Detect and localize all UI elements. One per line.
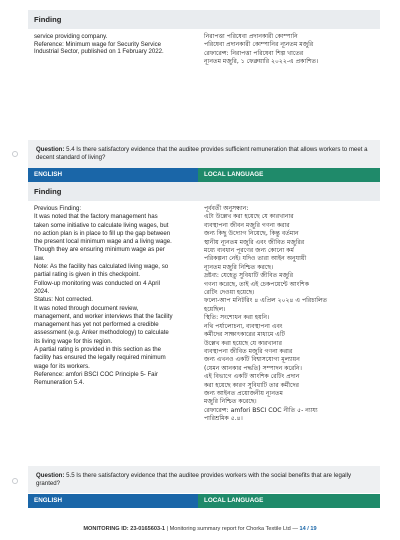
finding-local-text: নিরাপত্তা পরিষেবা প্রদানকারী কোম্পানি পরিষেবা প্রদানকারী কোম্পানির ন্যূনতম মজুরি রেফারেন্স: নিরাপত্তা পরিষেবা শিল্প খাতের ন্যূনতম মজুরি, ১ ফেব্রুয়ারি ২০২২-এ প্রকাশিত।	[204, 33, 319, 65]
question-5-4	[28, 140, 380, 168]
footer-separator: |	[166, 526, 169, 532]
report-title: Monitoring summary report for Chorka Textile Ltd	[169, 526, 291, 532]
question-marker-icon	[12, 151, 18, 157]
local-language-column-header: LOCAL LANGUAGE	[198, 168, 380, 182]
question-5-5	[28, 466, 380, 493]
question-label: Question:	[36, 146, 65, 153]
page-footer	[0, 526, 400, 532]
question-label: Question:	[36, 472, 65, 479]
language-header-row	[28, 494, 380, 508]
finding-english-text: Previous Finding: It was noted that the factory management has taken some initiative to calculate living wages, but no action plan is in place to fill up the gap between the present local minimum wage and a living wage. Though they are ensuring minimum wage as per law. Note: As the facility has calculated living wage, so partial rating is given in this checkpoint. Follow-up monitoring was conducted on 4 April 2024. Status: Not corrected. It was noted through document review, management, and worker interviews that the facility management has yet not performed a credible assessment (e.g. Anker methodology) to calculate its living wage for this region. A partial rating is provided in this section as the facility has ensured the legally required minimum wage for its workers. Reference: amfori BSCI COC Principle 5- Fair Remuneration 5.4.	[34, 205, 173, 387]
question-text: 5.5 Is there satisfactory evidence that the auditee provides workers with the social benefits that are legally granted?	[36, 472, 351, 488]
question-text: 5.4 Is there satisfactory evidence that the auditee provides sufficient remuneration that allows workers to meet a decent standard of living?	[36, 146, 368, 162]
page-number: 14 / 19	[299, 526, 317, 532]
english-column-header: ENGLISH	[28, 168, 198, 182]
footer-dash: —	[292, 526, 298, 532]
local-language-column-header: LOCAL LANGUAGE	[198, 494, 380, 508]
language-header-row	[28, 168, 380, 182]
finding-card-5-4	[28, 182, 380, 428]
monitoring-id: MONITORING ID: 23-0165603-1	[83, 526, 166, 532]
finding-header: Finding	[28, 182, 380, 201]
english-column-header: ENGLISH	[28, 494, 198, 508]
finding-local-text: পূর্ববর্তী অনুসন্ধান: এটা উল্লেখ করা হয়েছে যে কারখানার ব্যবস্থাপনা জীবন মজুরি গণনা করার জন্য কিছু উদ্যোগ নিয়েছে, কিন্তু বর্তমান স্থানীয় ন্যূনতম মজুরি এবং জীবিত মজুরির মধ্যে ব্যবধান পূরণের জন্য কোনো কর্ম পরিকল্পনা নেই। যদিও তারা আইন অনুযায়ী ন্যূনতম মজুরি নিশ্চিত করছে। দ্রষ্টব্য: যেহেতু সুবিধাটি জীবিত মজুরি গণনা করেছে, তাই এই চেকপয়েন্টে আংশিক রেটিং দেওয়া হয়েছে। ফলো-আপ মনিটরিং ৪ এপ্রিল ২০২৪ এ পরিচালিত হয়েছিল। স্থিতি: সংশোধন করা হয়নি। নথি পর্যালোচনা, ব্যবস্থাপনা এবং কর্মীদের সাক্ষাৎকারের মাধ্যমে এটি উল্লেখ করা হয়েছে যে কারখানার ব্যবস্থাপনা জীবিত মজুরি গণনা করার জন্য এখনও একটি বিশ্বাসযোগ্য মূল্যায়ন (যেমন আনকার পদ্ধতি) সম্পাদন করেনি। এই বিভাগে একটি আংশিক রেটিং প্রদান করা হয়েছে কারণ সুবিধাটি তার কর্মীদের জন্য আইনত প্রয়োজনীয় ন্যূনতম মজুরি নিশ্চিত করেছে। রেফারেন্স: amfori BSCI COC নীতি ৫- ন্যায্য পারিশ্রমিক ৫.৪।	[204, 205, 328, 423]
finding-header: Finding	[28, 10, 380, 29]
finding-english-text: service providing company. Reference: Minimum wage for Security Service Industrial Sector, published on 1 February 2022.	[34, 33, 164, 56]
question-marker-icon	[12, 478, 18, 484]
top-finding-card	[28, 10, 380, 70]
